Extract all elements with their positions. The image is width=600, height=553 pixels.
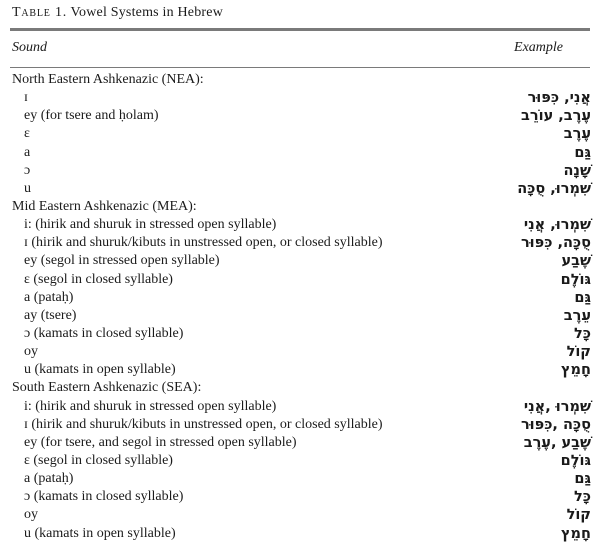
example-cell: גַּם xyxy=(574,289,591,306)
section-heading-row xyxy=(0,379,600,397)
table-row xyxy=(0,506,600,524)
sound-cell: u (kamats in open syllable) xyxy=(24,362,176,378)
example-cell: שֶׁבַע ,עֶרֶב xyxy=(523,434,591,451)
table-row xyxy=(0,107,600,125)
sound-cell: ɛ (segol in closed syllable) xyxy=(24,452,173,468)
table-row xyxy=(0,144,600,162)
top-rule xyxy=(10,28,590,31)
example-cell: עֵרֶב xyxy=(563,307,591,324)
table-row xyxy=(0,252,600,270)
example-cell: סֻכָּה, כִּפּוּר xyxy=(520,235,591,252)
example-cell: שָׁנָה xyxy=(563,162,591,179)
sound-cell: a (pataḥ) xyxy=(24,289,74,305)
sound-cell: ɛ (segol in closed syllable) xyxy=(24,271,173,287)
example-cell: גַּם xyxy=(574,144,591,161)
table-label: Table 1. xyxy=(12,5,68,20)
sound-cell: u (kamats in open syllable) xyxy=(24,525,176,541)
column-header-example: Example xyxy=(514,40,563,55)
sound-cell: ɔ (kamats in closed syllable) xyxy=(24,325,184,341)
sound-cell: ɔ (kamats in closed syllable) xyxy=(24,489,184,505)
example-cell: שִׁמְרוּ, אֲנִי xyxy=(523,217,591,234)
table-row xyxy=(0,470,600,488)
sound-cell: oy xyxy=(24,344,38,360)
section-heading: North Eastern Ashkenazic (NEA): xyxy=(12,72,204,87)
table-row xyxy=(0,325,600,343)
sound-cell: ey (for tsere, and segol in stressed open syllable) xyxy=(24,434,297,450)
section-heading-row xyxy=(0,71,600,89)
example-cell: קוֹל xyxy=(566,507,591,524)
example-cell: כָּל xyxy=(574,325,591,342)
sound-cell: ɔ xyxy=(24,162,31,178)
example-cell: עֶרֶב xyxy=(563,126,591,143)
sound-cell: a xyxy=(24,144,31,160)
table-row xyxy=(0,289,600,307)
sound-cell: ɪ xyxy=(24,90,28,106)
table-row xyxy=(0,234,600,252)
sound-cell: ɪ (hirik and shuruk/kibuts in unstressed open, or closed syllable) xyxy=(24,235,383,251)
example-cell: כָּל xyxy=(574,489,591,506)
sound-cell: ey (for tsere and ḥolam) xyxy=(24,108,159,124)
example-cell: קוֹל xyxy=(566,344,591,361)
table-row xyxy=(0,361,600,379)
table-row xyxy=(0,125,600,143)
table-row xyxy=(0,89,600,107)
example-cell: סֻכָּה ,כִּפּוּר xyxy=(520,416,591,433)
sound-cell: ey (segol in stressed open syllable) xyxy=(24,253,220,269)
example-cell: עֶרֶב, עוֹרֵב xyxy=(521,108,591,125)
table-row xyxy=(0,452,600,470)
table-row xyxy=(0,162,600,180)
example-cell: גּוֹלֶם xyxy=(560,452,591,469)
section-heading: Mid Eastern Ashkenazic (MEA): xyxy=(12,198,197,214)
header-rule xyxy=(10,67,590,68)
table-row xyxy=(0,216,600,234)
column-header-sound: Sound xyxy=(12,40,47,55)
table-row xyxy=(0,416,600,434)
table-row xyxy=(0,434,600,452)
table-row xyxy=(0,525,600,543)
sound-cell: ɪ (hirik and shuruk/kibuts in unstressed open, or closed syllable) xyxy=(24,416,383,432)
table-row xyxy=(0,180,600,198)
sound-cell: ɛ xyxy=(24,126,30,142)
example-cell: גּוֹלֶם xyxy=(560,271,591,288)
sound-cell: ay (tsere) xyxy=(24,307,77,323)
sound-cell: i: (hirik and shuruk in stressed open syllable) xyxy=(24,398,277,414)
sound-cell: a (pataḥ) xyxy=(24,471,74,487)
table-row xyxy=(0,271,600,289)
sound-cell: i: (hirik and shuruk in stressed open syllable) xyxy=(24,217,277,233)
table-row xyxy=(0,488,600,506)
example-cell: שִׁמְרוּ ,אֲנִי xyxy=(523,398,591,415)
table-title: Vowel Systems in Hebrew xyxy=(70,5,224,20)
table-row xyxy=(0,343,600,361)
example-cell: גַּם xyxy=(574,471,591,488)
example-cell: חָמֵץ xyxy=(560,362,591,379)
table-caption xyxy=(12,5,223,21)
example-cell: שֶׁבַע xyxy=(561,253,591,270)
table-body xyxy=(0,71,600,543)
sound-cell: oy xyxy=(24,507,38,523)
table-row xyxy=(0,398,600,416)
section-heading: South Eastern Ashkenazic (SEA): xyxy=(12,380,202,396)
example-cell: שִׁמְרוּ, סֻכָּה xyxy=(517,180,591,197)
example-cell: אֲנִי, כִּפּוּר xyxy=(527,90,591,107)
table-row xyxy=(0,307,600,325)
section-heading-row xyxy=(0,198,600,216)
example-cell: חָמֵץ xyxy=(560,525,591,542)
sound-cell: u xyxy=(24,180,31,196)
